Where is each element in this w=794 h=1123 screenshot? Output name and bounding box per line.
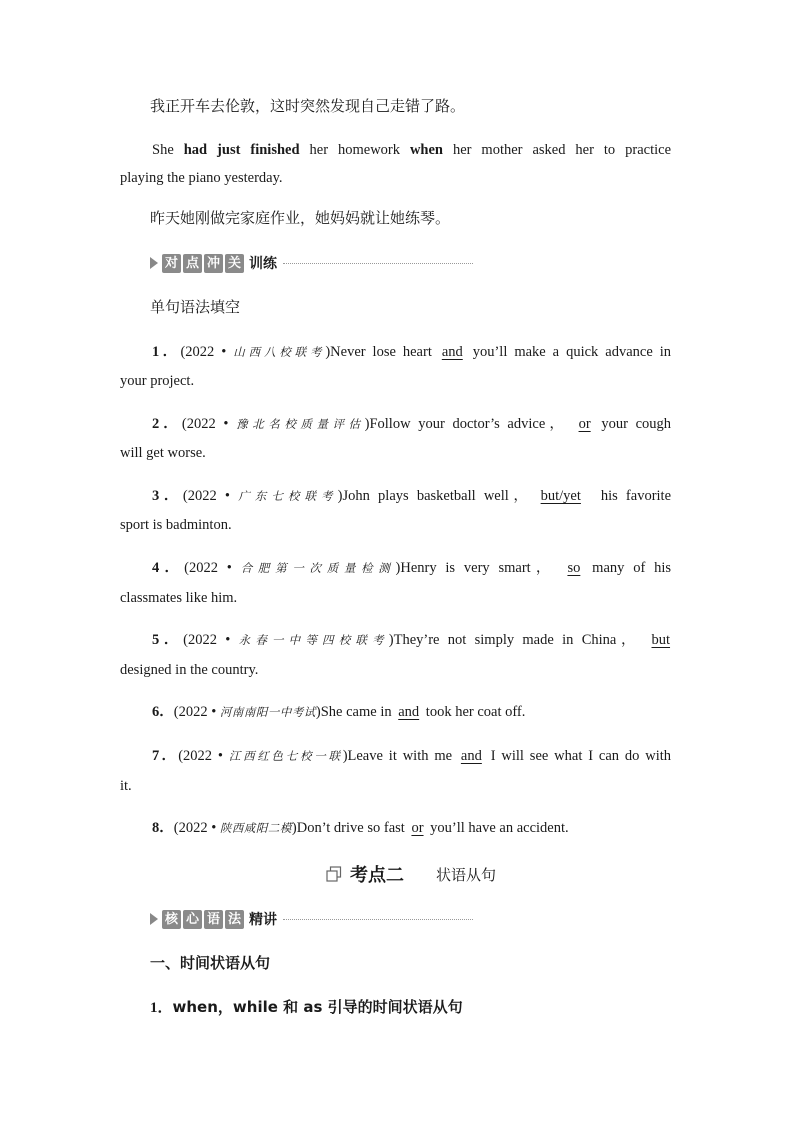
item-text-a: )Don’t drive so fast bbox=[291, 820, 409, 836]
exercise-item bbox=[152, 702, 525, 722]
kaodian-subtitle: 状语从句 bbox=[436, 866, 497, 884]
item-number: 2． bbox=[152, 416, 182, 432]
item-number: 3． bbox=[152, 488, 183, 504]
item-year: (2022 • bbox=[173, 704, 217, 720]
item-source: 山西八校联考 bbox=[233, 345, 326, 359]
item-text-a: )They’re not simply made in China， bbox=[388, 632, 649, 648]
item-text-b: you’ll make a quick advance in bbox=[465, 344, 672, 360]
item-number: 4． bbox=[152, 560, 185, 576]
item-line2: sport is badminton. bbox=[120, 517, 232, 533]
item-source: 陕西咸阳二模 bbox=[219, 821, 292, 835]
kaodian-title: 考点二 bbox=[350, 865, 404, 886]
translation-1: 我正开车去伦敦，这时突然发现自己走错了路。 bbox=[150, 97, 466, 115]
item-line2: your project. bbox=[120, 373, 195, 389]
item-source: 江西红色七校一联 bbox=[228, 749, 343, 763]
dotted-divider bbox=[283, 919, 473, 920]
exercise-item bbox=[152, 818, 569, 838]
subsection-heading bbox=[150, 997, 463, 1018]
answer-blank: or bbox=[411, 820, 424, 836]
bar-char: 语 bbox=[204, 910, 223, 929]
bar-char: 心 bbox=[183, 910, 202, 929]
bar-char: 点 bbox=[183, 254, 202, 273]
example-part2: her homework bbox=[299, 142, 410, 158]
subsection-text: when，while 和 as 引导的时间状语从句 bbox=[172, 998, 463, 1016]
item-text-b: many of his bbox=[583, 560, 672, 576]
item-text-b: took her coat off. bbox=[422, 704, 526, 720]
triangle-icon bbox=[150, 257, 158, 269]
item-number: 1． bbox=[152, 344, 181, 360]
item-text-a: )Henry is very smart， bbox=[395, 560, 565, 576]
exercise-item bbox=[152, 342, 671, 362]
answer-blank: or bbox=[578, 416, 591, 432]
exercise-item bbox=[152, 630, 673, 650]
example-sentence-line2: playing the piano yesterday. bbox=[120, 170, 283, 186]
item-source: 广东七校联考 bbox=[238, 489, 338, 503]
item-text-a: )John plays basketball well， bbox=[337, 488, 541, 504]
item-year: (2022 • bbox=[181, 416, 229, 432]
item-source: 豫北名校质量评估 bbox=[236, 417, 365, 431]
item-line2: classmates like him. bbox=[120, 590, 238, 606]
dotted-divider bbox=[283, 263, 473, 264]
item-year: (2022 • bbox=[180, 344, 227, 360]
practice-section-bar bbox=[150, 252, 277, 274]
item-source: 永春一中等四校联考 bbox=[238, 633, 389, 647]
answer-blank: so bbox=[567, 560, 581, 576]
item-text-a: )Follow your doctor’s advice， bbox=[364, 416, 576, 432]
item-text-b: his favorite bbox=[592, 488, 672, 504]
item-text-b: your cough bbox=[593, 416, 672, 432]
answer-blank: and bbox=[398, 704, 420, 720]
exercise-heading: 单句语法填空 bbox=[150, 298, 241, 316]
exercise-item bbox=[152, 414, 671, 434]
exercise-item bbox=[152, 746, 671, 766]
translation-2: 昨天她刚做完家庭作业，她妈妈就让她练琴。 bbox=[150, 209, 451, 227]
item-year: (2022 • bbox=[184, 560, 232, 576]
bar-char: 冲 bbox=[204, 254, 223, 273]
item-year: (2022 • bbox=[183, 632, 231, 648]
section-heading: 一、时间状语从句 bbox=[150, 954, 271, 972]
answer-blank: and bbox=[460, 748, 482, 764]
answer-blank: and bbox=[441, 344, 463, 360]
item-source: 河南南阳一中考试 bbox=[219, 705, 316, 719]
item-text-a: )Leave it with me bbox=[342, 748, 458, 764]
item-year: (2022 • bbox=[182, 488, 230, 504]
item-line2: designed in the country. bbox=[120, 662, 259, 678]
item-year: (2022 • bbox=[178, 748, 223, 764]
bar-char: 对 bbox=[162, 254, 181, 273]
item-number: 5． bbox=[152, 632, 184, 648]
example-part1: She bbox=[152, 142, 184, 158]
item-source: 合肥第一次质量检测 bbox=[240, 561, 396, 575]
item-number: 8． bbox=[152, 820, 174, 836]
subsection-number: 1． bbox=[150, 1000, 173, 1016]
item-text-a: )She came in bbox=[315, 704, 396, 720]
exercise-item bbox=[152, 558, 671, 578]
example-sentence bbox=[152, 140, 671, 160]
triangle-icon bbox=[150, 913, 158, 925]
bar-char: 法 bbox=[225, 910, 244, 929]
item-year: (2022 • bbox=[173, 820, 217, 836]
example-part3: her mother asked her to practice bbox=[443, 142, 672, 158]
item-text-a: )Never lose heart bbox=[325, 344, 439, 360]
bar-tail: 精讲 bbox=[249, 912, 277, 928]
kaodian-icon bbox=[326, 866, 342, 882]
bar-char: 核 bbox=[162, 910, 181, 929]
item-text-b: you’ll have an accident. bbox=[426, 820, 569, 836]
item-number: 6． bbox=[152, 704, 174, 720]
item-line2: it. bbox=[120, 778, 132, 794]
example-bold2: when bbox=[409, 142, 443, 158]
item-text-b: I will see what I can do with bbox=[484, 748, 672, 764]
example-bold1: had just finished bbox=[183, 142, 300, 158]
grammar-section-bar bbox=[150, 908, 277, 930]
bar-char: 关 bbox=[225, 254, 244, 273]
item-line2: will get worse. bbox=[120, 445, 206, 461]
exercise-item bbox=[152, 486, 671, 506]
answer-blank: but bbox=[651, 632, 671, 648]
bar-tail: 训练 bbox=[249, 256, 277, 272]
item-number: 7． bbox=[152, 748, 179, 764]
answer-blank: but/yet bbox=[540, 488, 581, 504]
